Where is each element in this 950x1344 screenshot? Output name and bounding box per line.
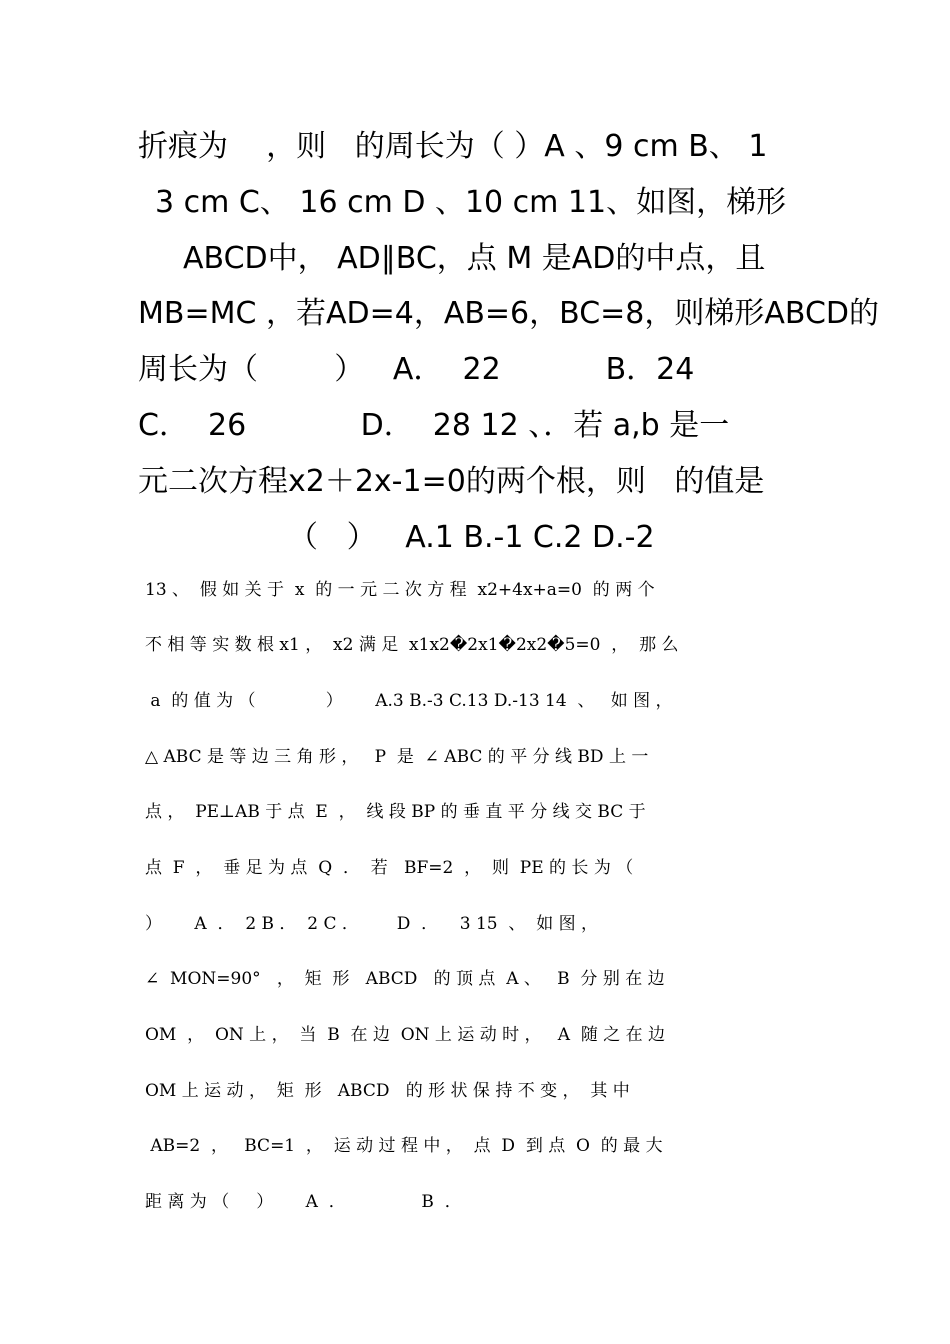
text-line: 不 相 等 实 数 根 x1 ， x2 满 足 x1x2�2x1�2x2�5=0 ， 那 么	[145, 635, 679, 655]
text-line: 折痕为 ，则 的周长为（ ）A 、9 cm B、 1	[138, 129, 768, 164]
text-line: △ ABC 是 等 边 三 角 形 ， P 是 ∠ ABC 的 平 分 线 BD 上 一	[145, 747, 649, 767]
text-line: 3 cm C、 16 cm D 、10 cm 11、如图，梯形	[155, 185, 787, 220]
text-line: 13 、 假 如 关 于 x 的 一 元 二 次 方 程 x2+4x+a=0 的 两 个	[145, 580, 655, 600]
text-line: MB=MC ，若AD=4，AB=6，BC=8，则梯形ABCD的	[138, 296, 879, 331]
text-line: 距 离 为 （ ） A ． B ．	[145, 1192, 462, 1212]
text-line: 周长为（ ） A． 22 B．24	[138, 352, 695, 387]
text-line: OM ， ON 上 ， 当 B 在 边 ON 上 运 动 时 ， A 随 之 在 边	[145, 1025, 666, 1045]
text-line: 元二次方程x2＋2x-1=0的两个根，则 的值是	[138, 464, 765, 499]
text-line: （ ） A.1 B.-1 C.2 D.-2	[288, 520, 655, 555]
text-line: ABCD中， AD∥BC，点 M 是AD的中点，且	[183, 241, 766, 276]
text-line: ∠ MON=90° ， 矩 形 ABCD 的 顶 点 A 、 B 分 别 在 边	[145, 969, 665, 989]
text-line: 点 ， PE⊥AB 于 点 E ， 线 段 BP 的 垂 直 平 分 线 交 BC 于	[145, 802, 646, 822]
text-line: ） A ． 2 B ． 2 C ． D ． 3 15 、 如 图 ，	[145, 914, 599, 934]
text-line: 点 F ， 垂 足 为 点 Q ． 若 BF=2 ， 则 PE 的 长 为 （	[145, 858, 634, 878]
text-line: a 的 值 为 （ ） A.3 B.-3 C.13 D.-13 14 、 如 图 ，	[145, 691, 673, 711]
text-line: AB=2 ， BC=1 ， 运 动 过 程 中 ， 点 D 到 点 O 的 最 大	[145, 1136, 663, 1156]
text-line: C． 26 D． 28 12 、．若 a,b 是一	[138, 408, 730, 443]
text-line: OM 上 运 动 ， 矩 形 ABCD 的 形 状 保 持 不 变 ， 其 中	[145, 1081, 630, 1101]
